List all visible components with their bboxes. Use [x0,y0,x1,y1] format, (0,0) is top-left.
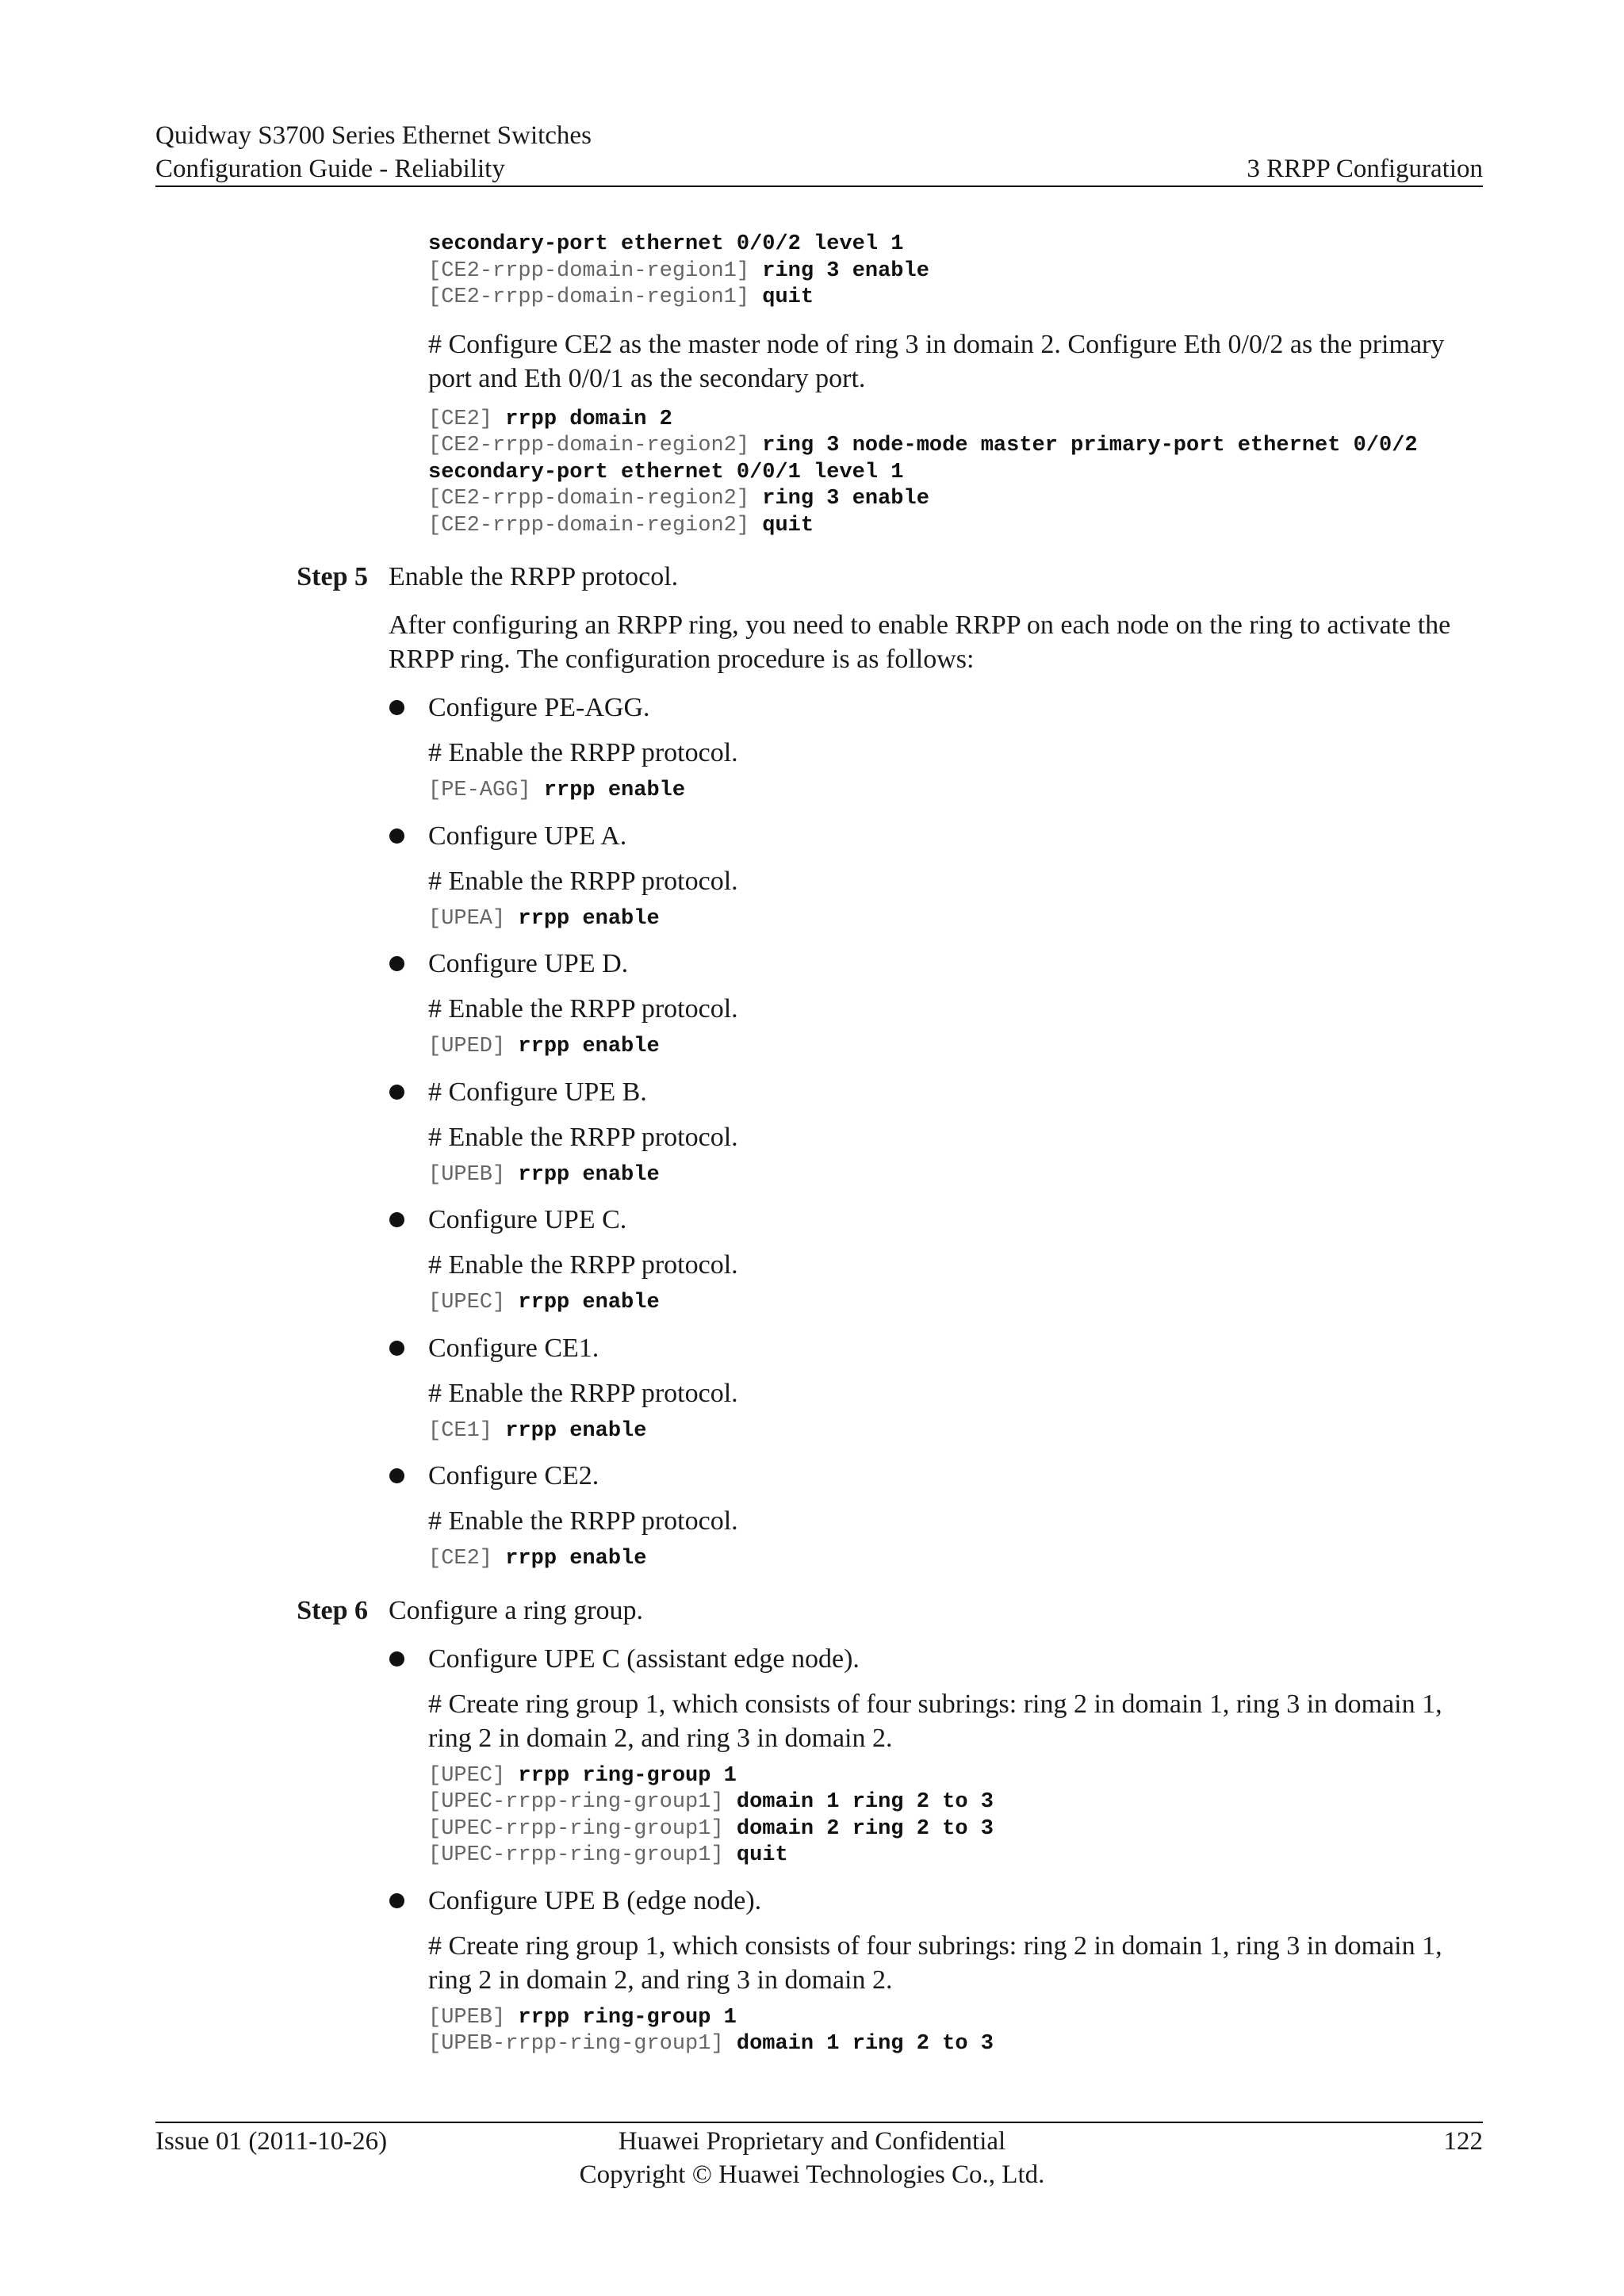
header-product: Quidway S3700 Series Ethernet Switches [155,121,592,150]
step-heading [297,560,1483,594]
code-line [428,1546,1483,1573]
bullet-item [428,1459,1483,1493]
code-command: quit [762,285,814,309]
code-line [428,1162,1483,1189]
code-command: domain 2 ring 2 to 3 [736,1816,994,1841]
code-command: rrpp ring-group 1 [518,1763,737,1788]
footer-rule [155,2122,1483,2123]
code-prompt: [UPEB-rrpp-ring-group1] [428,2032,737,2056]
code-command: rrpp domain 2 [505,407,672,431]
code-prompt: [UPEC-rrpp-ring-group1] [428,1843,737,1867]
paragraph: # Enable the RRPP protocol. [428,1506,738,1536]
code-block [428,2005,1483,2058]
bullet-dot-icon [389,1651,404,1667]
bullet-text: Configure UPE D. [428,949,629,978]
code-block [428,778,1483,805]
bullet-text: Configure PE-AGG. [428,693,650,722]
paragraph: After configuring an RRPP ring, you need to enable RRPP on each node on the ring to activate the RRPP ring. The configuration procedure is as follows: [389,610,1451,674]
code-line [428,906,1483,933]
code-block [428,906,1483,933]
footer-copyright: Copyright © Huawei Technologies Co., Ltd. [579,2160,1045,2189]
code-line [428,1418,1483,1445]
bullet-text: Configure UPE C. [428,1205,627,1234]
code-line [428,1034,1483,1061]
code-prompt: [CE1] [428,1418,506,1443]
code-command: rrpp enable [518,1291,660,1314]
code-line [428,513,1483,540]
bullet-dot-icon [389,700,404,715]
bullet-dot-icon [389,828,404,844]
code-line [428,2005,1483,2032]
code-command: ring 3 enable [762,487,929,511]
code-prompt: [UPEC] [428,1763,519,1788]
footer-center [0,2125,1624,2191]
code-prompt: [UPEC-rrpp-ring-group1] [428,1790,737,1814]
paragraph: # Enable the RRPP protocol. [428,1250,738,1280]
code-prompt: [UPEA] [428,906,519,931]
header-text [155,119,1483,186]
code-block [428,1162,1483,1189]
code-prompt: [UPEC] [428,1291,519,1314]
code-line [428,285,1483,312]
code-command: quit [762,513,814,538]
code-command: rrpp enable [505,1418,647,1443]
code-line [428,460,1483,487]
code-block [428,1034,1483,1061]
code-command: rrpp ring-group 1 [518,2005,737,2030]
bullet-text: Configure CE1. [428,1333,599,1363]
code-command: secondary-port ethernet 0/0/2 level 1 [428,232,904,256]
bullet-text: Configure UPE B (edge node). [428,1885,762,1915]
step-title: Enable the RRPP protocol. [389,562,679,591]
code-command: rrpp enable [518,1162,660,1187]
code-block [428,1418,1483,1445]
code-line [428,1290,1483,1317]
paragraph: # Enable the RRPP protocol. [428,866,738,896]
footer-confidential: Huawei Proprietary and Confidential [618,2127,1006,2156]
step-heading [297,1594,1483,1628]
paragraph: # Enable the RRPP protocol. [428,994,738,1024]
bullet-dot-icon [389,1893,404,1908]
code-command: secondary-port ethernet 0/0/1 level 1 [428,460,904,484]
code-command: domain 1 ring 2 to 3 [736,2032,994,2056]
bullet-text: # Configure UPE B. [428,1077,647,1107]
step-label: Step 6 [297,1595,368,1625]
bullet-text: Configure UPE A. [428,821,627,851]
code-line [428,258,1483,285]
code-command: rrpp enable [518,906,660,931]
bullet-dot-icon [389,1212,404,1227]
paragraph: # Enable the RRPP protocol. [428,738,738,767]
footer-page-number: 122 [1443,2127,1483,2156]
code-line [428,1763,1483,1790]
code-prompt: [PE-AGG] [428,779,544,802]
code-prompt: [CE2] [428,407,506,431]
paragraph: # Enable the RRPP protocol. [428,1122,738,1152]
step-label: Step 5 [297,562,368,591]
paragraph: # Configure CE2 as the master node of ring 3 in domain 2. Configure Eth 0/0/2 as the primary port and Eth 0/0/1 as the secondary port. [428,329,1445,393]
code-command: rrpp enable [505,1547,647,1571]
code-command: quit [736,1843,788,1867]
bullet-item [428,691,1483,725]
bullet-item [428,1642,1483,1676]
document-body [155,232,1483,2058]
code-block [428,407,1483,540]
code-prompt: [CE2-rrpp-domain-region1] [428,285,763,309]
code-line [428,1843,1483,1869]
header-rule [155,186,1483,187]
code-line [428,1816,1483,1843]
bullet-item [428,947,1483,981]
header-guide: Configuration Guide - Reliability [155,155,505,183]
bullet-item [428,1884,1483,1918]
code-line [428,486,1483,513]
bullet-text: Configure CE2. [428,1461,599,1490]
code-line [428,407,1483,434]
bullet-item [428,1203,1483,1237]
step-title: Configure a ring group. [389,1595,644,1625]
code-line [428,778,1483,805]
bullet-dot-icon [389,1341,404,1356]
paragraph: # Enable the RRPP protocol. [428,1378,738,1408]
code-command: rrpp enable [543,779,686,802]
bullet-dot-icon [389,956,404,971]
code-block [428,1290,1483,1317]
bullet-text: Configure UPE C (assistant edge node). [428,1644,860,1674]
code-line [428,232,1483,258]
footer-issue: Issue 01 (2011-10-26) [155,2127,388,2156]
bullet-item [428,1075,1483,1109]
code-prompt: [UPEC-rrpp-ring-group1] [428,1816,737,1841]
bullet-dot-icon [389,1085,404,1100]
code-block [428,1546,1483,1573]
code-command: domain 1 ring 2 to 3 [736,1790,994,1814]
code-command: ring 3 node-mode master primary-port ethernet 0/0/2 [762,434,1418,457]
header-chapter: 3 RRPP Configuration [1247,155,1483,183]
code-prompt: [UPED] [428,1035,519,1058]
paragraph: # Create ring group 1, which consists of four subrings: ring 2 in domain 1, ring 3 in domain 1, ring 2 in domain 2, and ring 3 in domain 2. [428,1931,1442,1995]
paragraph: # Create ring group 1, which consists of four subrings: ring 2 in domain 1, ring 3 in domain 1, ring 2 in domain 2, and ring 3 in domain 2. [428,1689,1442,1753]
bullet-item [428,1331,1483,1365]
code-prompt: [CE2-rrpp-domain-region2] [428,434,763,457]
code-prompt: [UPEB] [428,1162,519,1187]
code-command: rrpp enable [518,1035,660,1058]
code-block [428,232,1483,312]
code-line [428,433,1483,460]
code-command: ring 3 enable [762,258,929,283]
code-prompt: [CE2-rrpp-domain-region1] [428,258,763,283]
code-block [428,1763,1483,1869]
code-prompt: [CE2-rrpp-domain-region2] [428,487,763,511]
code-prompt: [UPEB] [428,2005,519,2030]
code-line [428,2031,1483,2058]
bullet-item [428,819,1483,853]
code-line [428,1789,1483,1816]
code-prompt: [CE2-rrpp-domain-region2] [428,513,763,538]
bullet-dot-icon [389,1468,404,1483]
code-prompt: [CE2] [428,1547,506,1571]
